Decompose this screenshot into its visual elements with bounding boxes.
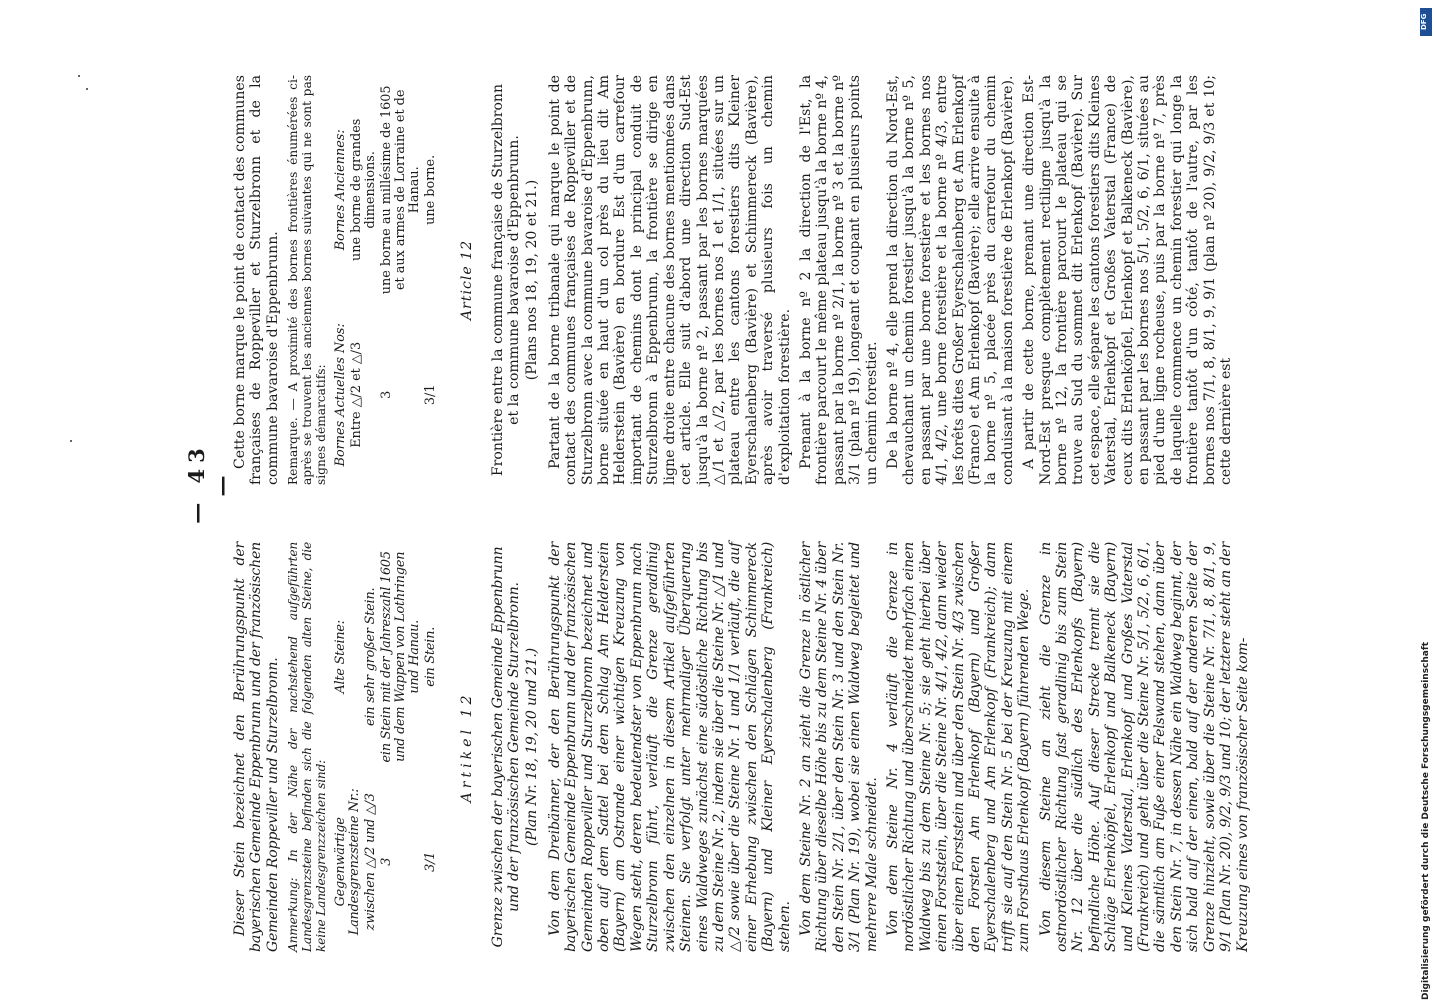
table-cell: 3/1 [423, 384, 439, 406]
table-row [423, 542, 439, 952]
german-article-title: Artikel 12 [459, 691, 476, 803]
german-table-header-right: Alte Steine: [333, 620, 349, 694]
digitization-note [1416, 6, 1434, 1000]
german-paragraph: Von dem Dreibänner, der den Berührungspunkt der bayerischen Gemeinde Eppenbrunn und der französischen Gemeinden Roppeviller und Sturzelbronn bezeichnet und oben auf dem Sattel bei dem Schlag Am Helderstein (Bayern) am Ostrande einer wichtigen Kreuzung von Wegen steht, deren bedeutendster von Eppenbrunn nach Sturzelbronn führt, verläuft die Grenze geradlinig zwischen den einzelnen in diesem Artikel aufgeführten Steinen. Sie verfolgt unter mehrmaliger Überquerung eines Waldweges zunächst eine südöstliche Richtung bis zu dem Steine Nr. 2, indem sie über die Steine Nr. △/1 und △/2 sowie über die Steine Nr. 1 und 1/1 verläuft, die auf einer Erhebung zwischen den Schlägen Schimmereck (Bayern) und Kleiner Eyerschalenberg (Frankreich) stehen. [546, 542, 793, 952]
french-paragraph: Partant de la borne tribanale qui marque le point de contact des communes françaises de Roppeviller et de Sturzelbronn avec la commune bavaroise d'Eppenbrunn, borne située en haut d'un col près du lieu dit Am Helderstein (Bavière) en bordure Est d'un carrefour important de chemins dont le principal conduit de Sturzelbronn à Eppenbrunn, la frontière se dirige en ligne droite entre chacune des bornes mentionnées dans cet article. Elle suit d'abord une direction Sud-Est jusqu'à la borne nº 2, passant par les bornes marquées △/1 et △/2, par les bornes nos 1 et 1/1, situées sur un plateau entre les cantons forestiers dits Kleiner Eyerschalenberg (Bavière) et Schimmereck (Bavière), après avoir traversé plusieurs fois un chemin d'exploitation forestière. [546, 75, 793, 485]
table-row [363, 542, 379, 952]
table-cell: zwischen △/2 und △/3 [363, 793, 379, 931]
german-stones-table [333, 542, 439, 952]
dfg-logo: DFG [1420, 8, 1432, 36]
table-cell: une borne. [423, 154, 439, 225]
french-article-title: Article 12 [459, 239, 476, 321]
german-plans: (Plan Nr. 18, 19, 20 und 21.) [524, 648, 541, 846]
table-row [379, 542, 423, 952]
german-article-heading: Grenze zwischen der bayerischen Gemeinde Eppenbrunn und der französischen Gemeinde Sturzelbronn. [489, 546, 523, 948]
french-column [232, 75, 1240, 485]
german-paragraph: Von diesem Steine an zieht die Grenze in ostnordöstlicher Richtung fast geradlinig bis zum Stein Nr. 12 über die südlich des Erlenkopfs (Bayern) befindliche Höhe. Auf dieser Strecke trennt sie die Schläge Erlenköpfel, Erlenkopf und Balkeneck (Bayern) und Kleines Vaterstal, Erlenkopf und Großes Vaterstal (Frankreich) und geht über die Steine Nr. 5/1, 5/2, 6, 6/1, die sämtlich am Fuße einer Felswand stehen, dann über den Stein Nr. 7, in dessen Nähe ein Waldweg beginnt, der sich bald auf der einen, bald auf der anderen Seite der Grenze hinzieht, sowie über die Steine Nr. 7/1, 8, 8/1, 9, 9/1 (Plan Nr. 20), 9/2, 9/3 und 10; der letztere steht an der Kreuzung eines von französischer Seite kom- [1037, 542, 1251, 952]
german-column [232, 542, 1256, 952]
french-paragraph: Prenant à la borne nº 2 la direction de l'Est, la frontière parcourt le même plateau jusqu'à la borne nº 4, passant par la borne nº 2/1, la borne nº 3 et la borne nº 3/1 (plan nº 19), longeant et coupant en plusieurs points un chemin forestier. [797, 75, 880, 485]
table-cell: 3/1 [423, 851, 439, 872]
french-stones-table [333, 75, 439, 485]
french-table-header-right: Bornes Anciennes: [333, 129, 349, 251]
table-cell: 3 [379, 390, 395, 399]
german-paragraph: Von dem Steine Nr. 4 verläuft die Grenze in nordöstlicher Richtung und überschneidet mehrfach einen Waldweg bis zu dem Steine Nr. 5; sie geht hierbei über einen Forststein, über die Steine Nr. 4/1, 4/2, dann wieder über einen Forststein und über den Stein Nr. 4/3 zwischen den Forsten Am Erlenkopf (Bayern) und Großer Eyerschalenberg und Am Erlenkopf (Frankreich); dann trifft sie auf den Stein Nr. 5 bei der Kreuzung mit einem zum Forsthaus Erlenkopf (Bayern) führenden Wege. [884, 542, 1033, 952]
table-cell: 3 [379, 857, 395, 866]
french-article-heading: Frontière entre la commune française de Sturzelbronn et la commune bavaroise d'Eppenbrunn. [489, 83, 523, 477]
scan-speck [86, 88, 88, 90]
table-cell: ein sehr großer Stein. [363, 587, 379, 726]
french-plans: (Plans nos 18, 19, 20 et 21.) [524, 179, 541, 381]
french-table-header-left: Bornes Actuelles Nos: [333, 323, 349, 467]
rotated-page [92, 0, 1402, 1000]
table-cell: ein Stein. [423, 626, 439, 687]
digitization-text: Digitalisierung gefördert durch die Deutsche Forschungsgemeinschaft [1421, 641, 1431, 1000]
german-remark: Anmerkung: In der Nähe der nachstehend aufgeführten Landesgrenzsteine befinden sich die folgenden alten Steine, die keine Landesgrenzzeichen sind: [286, 542, 329, 952]
french-intro: Cette borne marque le point de contact des communes françaises de Roppeviller et Sturzelbronn et de la commune bavaroise d'Eppenbrunn. [232, 75, 281, 485]
german-table-header-left: Gegenwärtige Landesgrenzsteine Nr.: [333, 788, 363, 936]
table-cell: Entre △/2 et △/3 [349, 341, 365, 448]
table-cell: une borne de grandes dimensions. [349, 118, 379, 261]
french-remark: Remarque. — A proximité des bornes frontières énumérées ci-après se trouvent les anciennes bornes suivantes qui ne sont pas signes démarcatifs: [286, 75, 329, 485]
table-cell: une borne au millésime de 1605 et aux armes de Lorraine et de Hanau. [379, 85, 423, 295]
german-paragraph: Von dem Steine Nr. 2 an zieht die Grenze in östlicher Richtung über dieselbe Höhe bis zu dem Steine Nr. 4 über den Stein Nr. 2/1, über den Stein Nr. 3 und den Stein Nr. 3/1 (Plan Nr. 19), wobei sie einen Waldweg begleitet und mehrere Male schneidet. [797, 542, 880, 952]
scan-speck [70, 440, 72, 442]
page-number: — 43 — [184, 442, 234, 524]
table-row [379, 75, 423, 485]
table-row [349, 75, 379, 485]
french-paragraph: De la borne nº 4, elle prend la direction du Nord-Est, chevauchant un chemin forestier jusqu'à la borne nº 5, en passant par une borne forestière et les bornes nos 4/1, 4/2, une borne forestière et la borne nº 4/3, entre les forêts dites Großer Eyerschalenberg et Am Erlenkopf (France) et Am Erlenkopf (Bavière); elle arrive ensuite à la borne nº 5, placée près du carrefour du chemin conduisant à la maison forestière de Erlenkopf (Bavière). [884, 75, 1016, 485]
german-intro: Dieser Stein bezeichnet den Berührungspunkt der bayerischen Gemeinde Eppenbrunn und der französischen Gemeinden Roppeviller und Sturzelbronn. [232, 542, 281, 952]
french-paragraph: A partir de cette borne, prenant une direction Est-Nord-Est presque complètement rectiligne jusqu'à la borne nº 12, la frontière parcourt le plateau qui se trouve au Sud du sommet dit Erlenkopf (Bavière). Sur cet espace, elle sépare les cantons forestiers dits Kleines Vaterstal, Erlenkopf et Großes Vaterstal (France) de ceux dits Erlenköpfel, Erlenkopf et Balkeneck (Bavière), en passant par les bornes nos 5/1, 5/2, 6, 6/1, situées au pied d'une ligne rocheuse, puis par la borne nº 7, près de laquelle commence un chemin forestier qui longe la frontière tantôt d'un côté, tantôt de l'autre, par les bornes nos 7/1, 8, 8/1, 9, 9/1 (plan nº 20), 9/2, 9/3 et 10; cette dernière est [1021, 75, 1235, 485]
scan-speck [78, 75, 80, 77]
table-row [423, 75, 439, 485]
table-cell: ein Stein mit der Jahreszahl 1605 und dem Wappen von Lothringen und Hanau. [379, 551, 423, 763]
